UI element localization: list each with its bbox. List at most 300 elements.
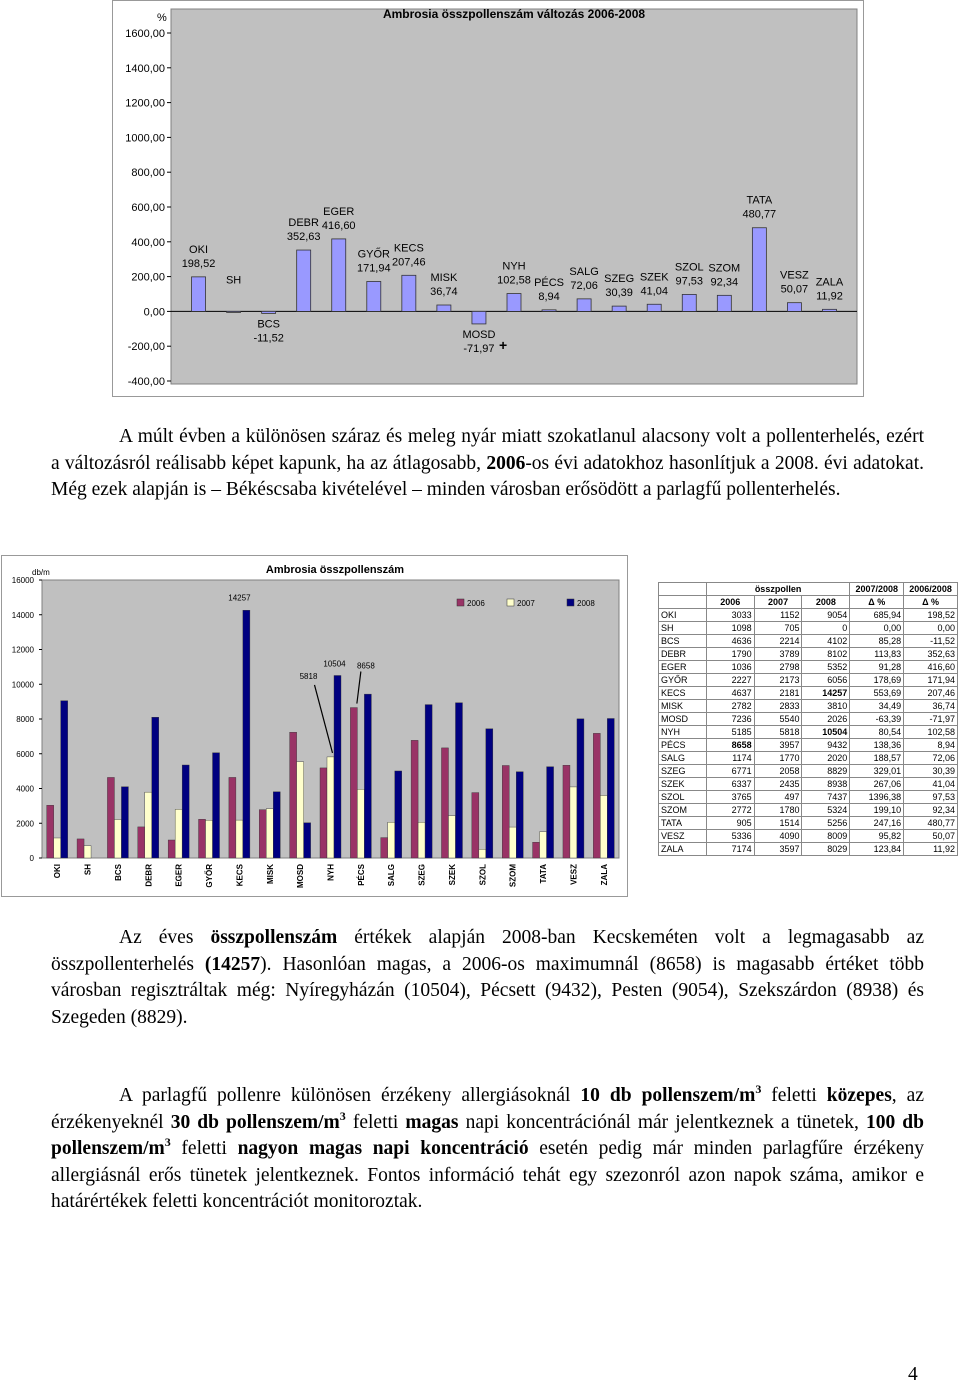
table-cell: 2798 [754,661,802,674]
pollen-change-chart [112,0,864,397]
table-cell-city: SZEG [659,765,707,778]
table-cell: 247,16 [850,817,904,830]
bar-zala-2008 [607,718,614,858]
x-tick-label-mosd: MOSD [296,864,306,888]
y-tick-label: 16000 [11,576,34,585]
y-tick-label: 10000 [11,680,34,690]
table-cell: 123,84 [850,843,904,856]
p2-text-bold-a: összpollenszám [210,927,338,948]
table-cell: -71,97 [904,713,958,726]
value-label-nyh: 102,58 [497,274,531,287]
bar-sh-2006 [77,839,84,858]
bar-kecs-2007 [236,820,243,858]
y-tick-label: -200,00 [127,341,165,354]
x-tick-label-kecs: KECS [235,864,245,887]
bar-bcs [262,311,276,313]
table-row [659,700,958,713]
bar-szeg [612,306,626,311]
table-subheader-2007: 2007 [754,596,802,609]
table-cell: 6056 [802,674,850,687]
bar-tata [752,228,766,312]
p2-text-b: értékek alapján 2008-ban Kecskeméten volt a legmagasabb az összpollenterhelés [51,927,924,975]
table-cell: 4090 [754,830,802,843]
bar-sh-2007 [84,846,91,858]
category-label-misk: MISK [430,272,458,285]
total-pollen-chart [1,555,628,897]
bar-mosd [472,311,486,324]
table-row [659,635,958,648]
pollen-data-table [658,582,958,856]
table-cell: 2020 [802,752,850,765]
table-cell: 102,58 [904,726,958,739]
plus-annotation: + [498,336,508,353]
x-tick-label-tata: TATA [539,864,549,884]
table-cell: 2227 [706,674,754,687]
table-cell: 9054 [802,609,850,622]
x-tick-label-győr: GYŐR [205,864,215,888]
bar-szom-2008 [516,772,523,858]
x-tick-label-sh: SH [83,864,93,876]
table-cell: 3810 [802,700,850,713]
table-cell: 0,00 [904,622,958,635]
table-cell: 188,57 [850,752,904,765]
table-cell-city: TATA [659,817,707,830]
y-tick-label: 1200,00 [125,97,165,110]
bar-tata-2008 [547,767,554,858]
bar-sh [227,311,241,312]
table-cell: 0 [802,622,850,635]
value-label-eger: 416,60 [321,219,356,232]
table-cell: 2782 [706,700,754,713]
table-cell: 480,77 [904,817,958,830]
category-label-szeg: SZEG [604,273,635,286]
bar-misk [437,305,451,311]
p2-text-c: ). Hasonlóan magas, a 2006-os maximumnál (8658) is magasabb értéket több városban regisztráltak még: Nyíregyházán (10504), Pécsett (9432), Pesten (9054), Szekszárdon (8938) és Szegeden (8829). [51,953,924,1028]
bar-nyh [507,294,521,312]
value-label-salg: 72,06 [570,279,598,292]
table-cell: 7174 [706,843,754,856]
legend-swatch-2007 [507,599,514,606]
x-tick-label-szeg: SZEG [417,864,427,886]
bar-zala-2006 [593,733,600,858]
bar-kecs [402,275,416,311]
table-cell: 1780 [754,804,802,817]
x-tick-label-nyh: NYH [326,864,336,881]
table-cell: 1514 [754,817,802,830]
category-label-mosd: MOSD [462,328,496,341]
bar-eger-2006 [168,840,175,858]
table-row [659,817,958,830]
value-label-misk: 36,74 [430,286,458,299]
table-cell: 34,49 [850,700,904,713]
table-cell: 14257 [802,687,850,700]
table-subheader-2006: 2006 [706,596,754,609]
table-cell-city: NYH [659,726,707,739]
bar-vesz [787,303,801,312]
table-row [659,674,958,687]
p3-text-4: feletti [761,1085,827,1106]
p2-text-a: Az éves [119,927,211,948]
y-tick-label: 1000,00 [125,132,165,145]
bar-nyh-2008 [334,675,341,858]
y-tick-label: 14000 [11,610,34,620]
total-pollen-chart-svg [2,556,627,896]
bar-győr-2006 [199,819,206,858]
bar-nyh-2007 [327,757,334,858]
table-cell-city: OKI [659,609,707,622]
x-tick-label-vesz: VESZ [569,864,579,885]
y-tick-label: 8000 [16,715,34,724]
category-label-sh: SH [225,274,242,287]
bar-szeg-2007 [418,822,425,858]
chart-title: Ambrosia összpollenszám változás 2006-2008 [382,7,646,21]
bar-zala-2007 [600,796,607,858]
bar-bcs-2008 [121,787,128,858]
p3-text-1: A parlagfű pollenre különösen érzékeny allergiásoknál [119,1085,581,1106]
table-cell-city: KECS [659,687,707,700]
table-cell-city: EGER [659,661,707,674]
bar-salg [577,299,591,312]
table-cell: 553,69 [850,687,904,700]
table-cell-city: MISK [659,700,707,713]
table-cell: 3789 [754,648,802,661]
table-cell: 9432 [802,739,850,752]
y-tick-label: 1400,00 [125,62,165,75]
table-cell: 1790 [706,648,754,661]
table-cell: 171,94 [904,674,958,687]
table-subheader-delta-1: Δ % [850,596,904,609]
bar-oki-2007 [54,838,61,858]
table-row [659,739,958,752]
table-cell: 8938 [802,778,850,791]
table-cell: 3033 [706,609,754,622]
value-label-bcs: -11,52 [253,332,284,345]
bar-szek-2007 [448,816,455,858]
y-tick-label: 0,00 [143,306,165,319]
table-row [659,687,958,700]
table-row [659,752,958,765]
table-cell: 1396,38 [850,791,904,804]
annotation-5818: 5818 [299,671,318,681]
table-row [659,843,958,856]
bar-bcs-2007 [114,820,121,858]
table-cell: 329,01 [850,765,904,778]
table-cell: 91,28 [850,661,904,674]
table-cell: 80,54 [850,726,904,739]
value-label-tata: 480,77 [742,208,777,221]
bar-misk-2006 [259,810,266,858]
table-row [659,778,958,791]
table-row [659,609,958,622]
value-label-zala: 11,92 [816,290,843,303]
table-cell: 8029 [802,843,850,856]
table-cell: 178,69 [850,674,904,687]
legend-label-2008: 2008 [577,599,595,608]
value-label-vesz: 50,07 [780,283,809,296]
table-subheader-blank [659,596,707,609]
y-axis-unit: db/m [32,568,50,577]
annotation-14257: 14257 [228,593,251,603]
bar-salg-2007 [388,822,395,858]
p3-text-3: 3 [755,1082,762,1096]
value-label-debr: 352,63 [286,231,321,244]
category-label-salg: SALG [569,265,599,278]
p3-text-16: esetén pedig már minden parlagfűre érzékeny allergiásnál erős tünetek jelentkeznek. Fontos információ tehát egy szezonról azon napok száma, amikor e határértékek feletti koncentrációt monitoroztak. [51,1138,924,1213]
table-subheader-delta-2: Δ % [904,596,958,609]
category-label-pécs: PÉCS [534,276,565,289]
bar-vesz-2006 [563,765,570,858]
bar-pécs-2006 [350,708,357,858]
y-tick-label: -400,00 [127,376,165,388]
table-row [659,791,958,804]
category-label-tata: TATA [746,194,773,207]
category-label-kecs: KECS [393,242,424,255]
table-cell: 352,63 [904,648,958,661]
table-cell: 497 [754,791,802,804]
value-label-oki: 198,52 [181,257,216,270]
bar-győr-2008 [213,753,220,858]
category-label-bcs: BCS [257,318,280,331]
p3-text-6: , az érzékenyeknél [51,1085,924,1133]
table-cell: 6771 [706,765,754,778]
table-cell: 705 [754,622,802,635]
table-cell: 41,04 [904,778,958,791]
table-cell-city: MOSD [659,713,707,726]
bar-salg-2006 [381,838,388,858]
table-cell: 4102 [802,635,850,648]
x-tick-label-bcs: BCS [113,864,123,881]
bar-szom-2006 [502,765,509,858]
table-cell-city: SZOM [659,804,707,817]
table-cell: 7236 [706,713,754,726]
value-label-szol: 97,53 [675,275,704,288]
x-tick-label-eger: EGER [174,864,184,887]
table-cell: 3957 [754,739,802,752]
bar-salg-2008 [395,771,402,858]
bar-oki-2006 [47,805,54,858]
legend-swatch-2006 [457,599,464,606]
table-cell: 138,36 [850,739,904,752]
x-tick-label-debr: DEBR [144,864,154,887]
bar-bcs-2006 [107,777,114,858]
p1-text-a: A múlt évben a különösen száraz és meleg nyár miatt szokatlanul alacsony volt a pollenterhelés, ezért a változásról reálisabb képet kapunk, ha az átlagosabb, [51,426,924,474]
table-cell: 5324 [802,804,850,817]
table-cell: 2772 [706,804,754,817]
bar-debr-2007 [145,792,152,858]
table-cell: 2181 [754,687,802,700]
bar-szol-2007 [479,849,486,858]
table-header-total: összpollen [706,583,849,596]
y-tick-label: 400,00 [131,236,165,249]
table-cell-city: DEBR [659,648,707,661]
bar-eger [332,239,346,311]
annotation-8658: 8658 [356,661,375,671]
pollen-change-chart-svg [113,1,863,396]
bar-pécs [542,310,556,312]
bar-mosd-2006 [290,732,297,858]
bar-szom [717,295,731,311]
value-label-győr: 171,94 [356,262,391,275]
table-cell: 199,10 [850,804,904,817]
category-label-vesz: VESZ [780,269,809,282]
table-cell: 7437 [802,791,850,804]
table-row [659,726,958,739]
p3-text-14: feletti [170,1138,238,1160]
table-cell: 905 [706,817,754,830]
table-cell: 10504 [802,726,850,739]
y-tick-label: 4000 [16,784,34,794]
table-cell: 685,94 [850,609,904,622]
category-label-győr: GYŐR [357,248,390,261]
bar-pécs-2007 [357,789,364,858]
value-label-szeg: 30,39 [605,287,633,300]
bar-szol-2008 [486,729,493,858]
bar-tata-2006 [533,842,540,858]
y-tick-label: 12000 [11,645,34,655]
table-header-blank [659,583,707,596]
y-tick-label: 600,00 [131,202,165,214]
table-row [659,765,958,778]
table-cell: 50,07 [904,830,958,843]
bar-szol [682,294,696,311]
table-cell: 4636 [706,635,754,648]
table-cell: 0,00 [850,622,904,635]
value-label-pécs: 8,94 [538,290,560,303]
bar-szol-2006 [472,793,479,858]
y-tick-label: 800,00 [131,167,165,180]
bar-vesz-2007 [570,787,577,858]
bar-oki-2008 [61,701,68,858]
table-cell: 1152 [754,609,802,622]
annotation-10504: 10504 [323,659,346,669]
x-tick-label-misk: MISK [265,864,275,884]
bar-győr [367,281,381,311]
bar-eger-2007 [175,809,182,858]
table-cell-city: SH [659,622,707,635]
p3-text-11: napi koncentrációnál már jelentkeznek a tünetek, [458,1111,866,1133]
category-label-oki: OKI [189,243,209,256]
table-cell-city: GYŐR [659,674,707,687]
table-cell: 1098 [706,622,754,635]
table-subheader-2008: 2008 [802,596,850,609]
bar-debr-2008 [152,717,159,858]
table-cell: 8009 [802,830,850,843]
table-cell: 3765 [706,791,754,804]
paragraph-thresholds [51,1083,924,1216]
table-cell: 2214 [754,635,802,648]
table-cell: 3597 [754,843,802,856]
table-row [659,830,958,843]
table-cell: 30,39 [904,765,958,778]
bar-misk-2007 [266,809,273,858]
table-cell: 5352 [802,661,850,674]
table-row [659,622,958,635]
table-header-2006-2008: 2006/2008 [904,583,958,596]
bar-kecs-2006 [229,777,236,858]
table-cell: 97,53 [904,791,958,804]
table-cell: 5336 [706,830,754,843]
category-label-debr: DEBR [288,217,319,230]
table-cell: 5256 [802,817,850,830]
bar-mosd-2008 [304,823,311,858]
table-cell: 5818 [754,726,802,739]
p3-text-2: 10 db pollenszem/m [580,1085,756,1106]
page-number: 4 [908,1364,918,1385]
table-cell: 113,83 [850,648,904,661]
table-cell: 2058 [754,765,802,778]
bar-szeg-2006 [411,740,418,858]
table-cell: 2435 [754,778,802,791]
y-tick-label: 1600,00 [125,28,165,40]
table-cell: 8829 [802,765,850,778]
p2-text-bold-b: (14257 [204,953,261,975]
table-cell: 5540 [754,713,802,726]
category-label-szol: SZOL [674,261,704,274]
bar-kecs-2008 [243,610,250,858]
bar-vesz-2008 [577,719,584,858]
table-cell: -63,39 [850,713,904,726]
table-cell-city: PÉCS [659,739,707,752]
bar-szek-2008 [455,703,462,858]
paragraph-comparison [51,424,924,504]
table-cell: 5185 [706,726,754,739]
category-label-szek: SZEK [639,271,669,284]
value-label-szom: 92,34 [710,276,739,289]
bar-szom-2007 [509,827,516,858]
table-cell: 92,34 [904,804,958,817]
bar-pécs-2008 [364,694,371,858]
table-cell-city: BCS [659,635,707,648]
table-row [659,661,958,674]
x-tick-label-pécs: PÉCS [356,864,366,886]
y-tick-label: 200,00 [131,271,165,284]
p3-text-13: 3 [164,1135,171,1150]
table-cell-city: SALG [659,752,707,765]
value-label-mosd: -71,97 [463,342,495,355]
bar-nyh-2006 [320,768,327,858]
bar-oki [192,277,206,312]
x-tick-label-szol: SZOL [478,864,488,886]
category-label-zala: ZALA [815,276,844,289]
value-label-kecs: 207,46 [392,256,426,269]
p3-text-10: magas [405,1111,459,1133]
p3-text-7: 30 db pollenszem/m [170,1111,340,1133]
bar-debr [297,250,311,311]
x-tick-label-salg: SALG [387,864,397,887]
table-cell-city: ZALA [659,843,707,856]
table-cell: 416,60 [904,661,958,674]
bar-szeg-2008 [425,705,432,858]
table-row [659,804,958,817]
bar-szek [647,304,661,311]
p3-text-8: 3 [339,1108,346,1123]
y-tick-label: 0 [29,854,34,863]
legend-swatch-2008 [567,599,574,606]
table-cell: 198,52 [904,609,958,622]
y-tick-label: 6000 [16,749,34,759]
bar-zala [822,309,836,311]
table-cell: 36,74 [904,700,958,713]
table-cell: 267,06 [850,778,904,791]
bar-szek-2006 [441,748,448,858]
table-cell: 4637 [706,687,754,700]
legend-label-2007: 2007 [517,599,535,608]
p3-text-15: nagyon magas napi koncentráció [237,1138,529,1160]
category-label-eger: EGER [323,205,355,218]
table-cell: 8,94 [904,739,958,752]
y-axis-unit: % [157,12,167,24]
category-label-szom: SZOM [708,262,741,275]
